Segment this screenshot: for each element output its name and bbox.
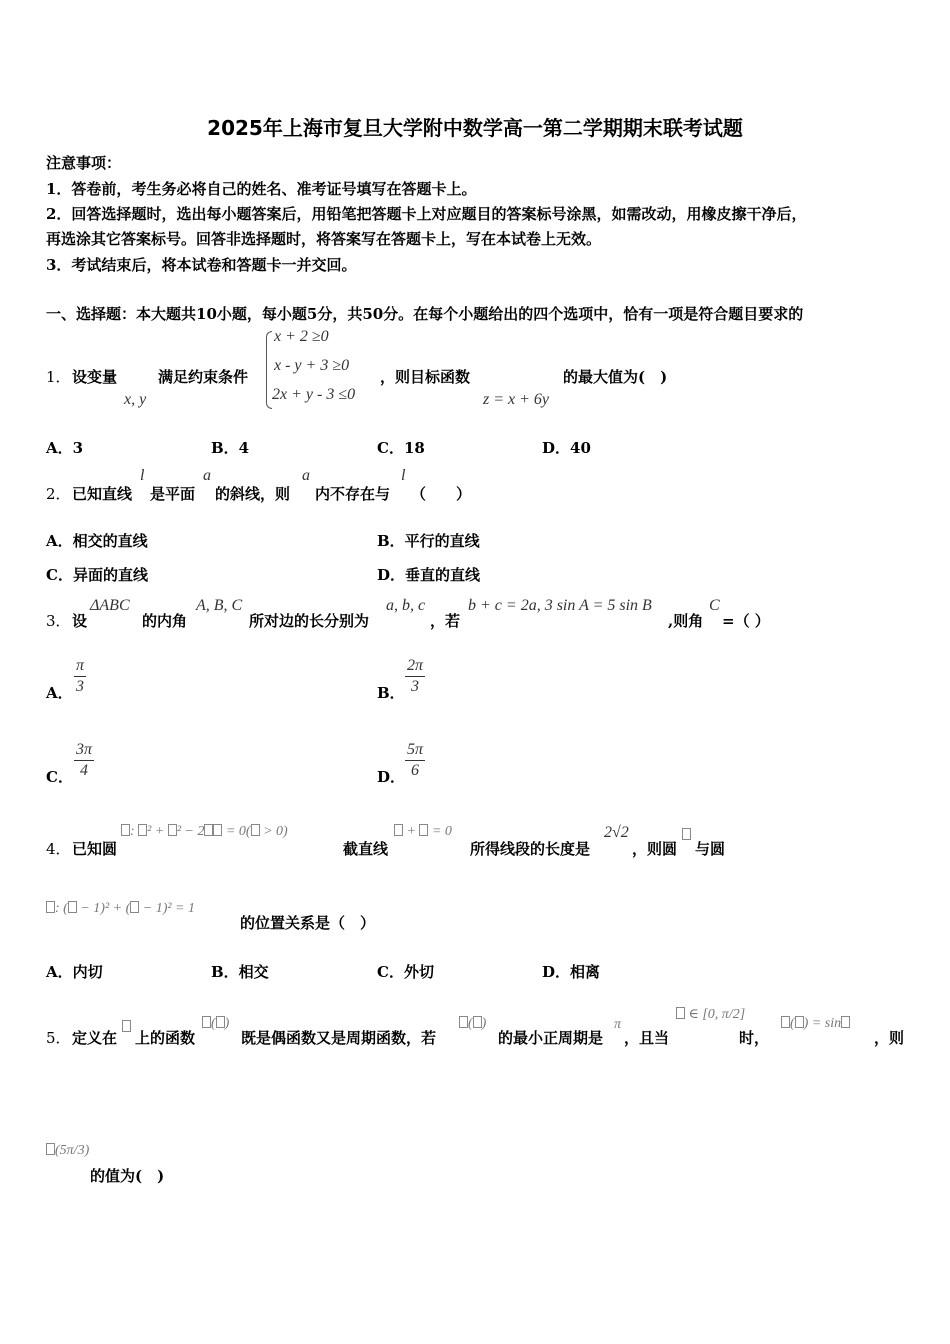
q2-option-c: C．异面的直线 [46,566,148,584]
q3-option-b-label: B． [377,684,405,702]
q4-option-a: A．内切 [46,963,103,981]
notice-heading: 注意事项： [46,154,122,172]
q5-text-7: ，则 [874,1029,905,1047]
q4-text-2: 截直线 [343,840,389,858]
q3-option-d-fraction: $\frac{5\pi}{6}$ [407,741,424,779]
q2-option-d: D．垂直的直线 [377,566,481,584]
q1-objective: z = x + 6y [483,391,550,408]
page-title: 2025年上海市复旦大学附中数学高一第二学期期末联考试题 [207,116,743,140]
q5-interval: ∈ [0, π/2] [676,1006,745,1023]
q3-angle-c: C [709,597,720,614]
q1-text-4: 的最大值为( ) [563,368,668,386]
q5-text-3: 既是偶函数又是周期函数，若 [241,1029,437,1047]
q1-text-1: 设变量 [72,368,118,386]
q1-option-d: D．40 [542,439,591,457]
q1-constraint-2: x - y + 3 ≥0 [274,357,350,374]
q4-option-c: C．外切 [377,963,434,981]
q3-text-1: 设 [72,612,88,630]
q4-text-6: 的位置关系是（ ） [240,914,376,932]
q4-circle-m-symbol [682,825,691,843]
q4-circle-n-equation: : ( − 1)² + ( − 1)² = 1 [46,901,195,917]
q5-period-pi: π [614,1017,622,1032]
q5-definition: ( ) = sin [781,1016,850,1032]
q2-plane-a: a [203,467,211,484]
q1-constraint-1: x + 2 ≥0 [274,328,329,345]
q1-text-2: 满足约束条件 [158,368,249,386]
q2-line-l-2: l [401,467,406,484]
notice-item-2-cont: 再选涂其它答案标号。回答非选择题时，将答案写在答题卡上，写在本试卷上无效。 [46,230,602,248]
q1-constraint-3: 2x + y - 3 ≤0 [272,386,356,403]
q4-text-1: 已知圆 [72,840,118,858]
q3-option-a-label: A． [46,684,73,702]
q3-triangle: ΔABC [90,597,130,614]
q3-option-c-label: C． [46,768,73,786]
q1-option-c: C．18 [377,439,425,457]
q2-option-b: B．平行的直线 [377,532,480,550]
q3-number: 3． [46,612,71,630]
q2-text-2: 是平面 [150,485,196,503]
q2-text-3: 的斜线，则 [215,485,291,503]
q5-number: 5． [46,1029,71,1047]
notice-item-2: 2．回答选择题时，选出每小题答案后，用铅笔把答题卡上对应题目的答案标号涂黑，如需改动，用橡皮擦干净后， [46,205,807,223]
section-heading: 一、选择题：本大题共10小题，每小题5分，共50分。在每个小题给出的四个选项中，恰有一项是符合题目要求的 [46,305,804,323]
q2-plane-a-2: a [302,467,310,484]
q2-text-5: （ ） [411,485,472,503]
q2-text-4: 内不存在与 [315,485,391,503]
q5-evaluate-expression: (5π/3) [46,1143,89,1159]
q3-option-d-label: D． [377,768,406,786]
q3-text-3: 所对边的长分别为 [249,612,370,630]
q5-function-fx: ( ) [202,1016,229,1032]
q5-text-6: 时， [739,1029,770,1047]
q3-option-c-fraction: $\frac{3\pi}{4}$ [76,741,93,779]
q1-vars: x, y [124,391,147,408]
notice-item-3: 3．考试结束后，将本试卷和答题卡一并交回。 [46,256,357,274]
q4-circle-m-equation: : ² + ² − 2 = 0( > 0) [121,824,288,840]
q2-line-l: l [140,467,145,484]
q5-text-5: ，且当 [624,1029,670,1047]
q4-option-d: D．相离 [542,963,601,981]
q1-option-b: B．4 [211,439,250,457]
q3-condition: b + c = 2a, 3 sin A = 5 sin B [468,597,652,614]
q5-text-1: 定义在 [72,1029,118,1047]
q4-option-b: B．相交 [211,963,269,981]
q4-text-5: 与圆 [695,840,726,858]
q3-option-a-fraction: $\frac{\pi}{3}$ [76,657,85,695]
q1-text-3: ，则目标函数 [380,368,471,386]
q4-number: 4． [46,840,71,858]
q4-text-4: ，则圆 [632,840,678,858]
q3-text-5: ,则角 [668,612,704,630]
q1-number: 1． [46,368,71,386]
q5-function-fx-2: ( ) [459,1016,486,1032]
q5-text-4: 的最小正周期是 [498,1029,604,1047]
q5-text-2: 上的函数 [135,1029,196,1047]
q3-text-4: ，若 [430,612,461,630]
q1-option-a: A．3 [46,439,84,457]
q3-sides: a, b, c [386,597,426,614]
q2-option-a: A．相交的直线 [46,532,148,550]
q5-text-8: 的值为( ) [90,1167,165,1185]
q4-text-3: 所得线段的长度是 [470,840,591,858]
q2-text-1: 已知直线 [72,485,133,503]
q3-text-6: =（ ） [722,612,770,630]
q5-domain-symbol [122,1017,131,1035]
q3-angles: A, B, C [196,597,243,614]
q2-number: 2． [46,485,71,503]
q3-text-2: 的内角 [142,612,188,630]
q3-option-b-fraction: $\frac{2\pi}{3}$ [407,657,424,695]
q4-segment-length: 2√2 [604,824,629,841]
q4-line-equation: + = 0 [394,824,452,840]
notice-item-1: 1．答卷前，考生务必将自己的姓名、准考证号填写在答题卡上。 [46,180,477,198]
